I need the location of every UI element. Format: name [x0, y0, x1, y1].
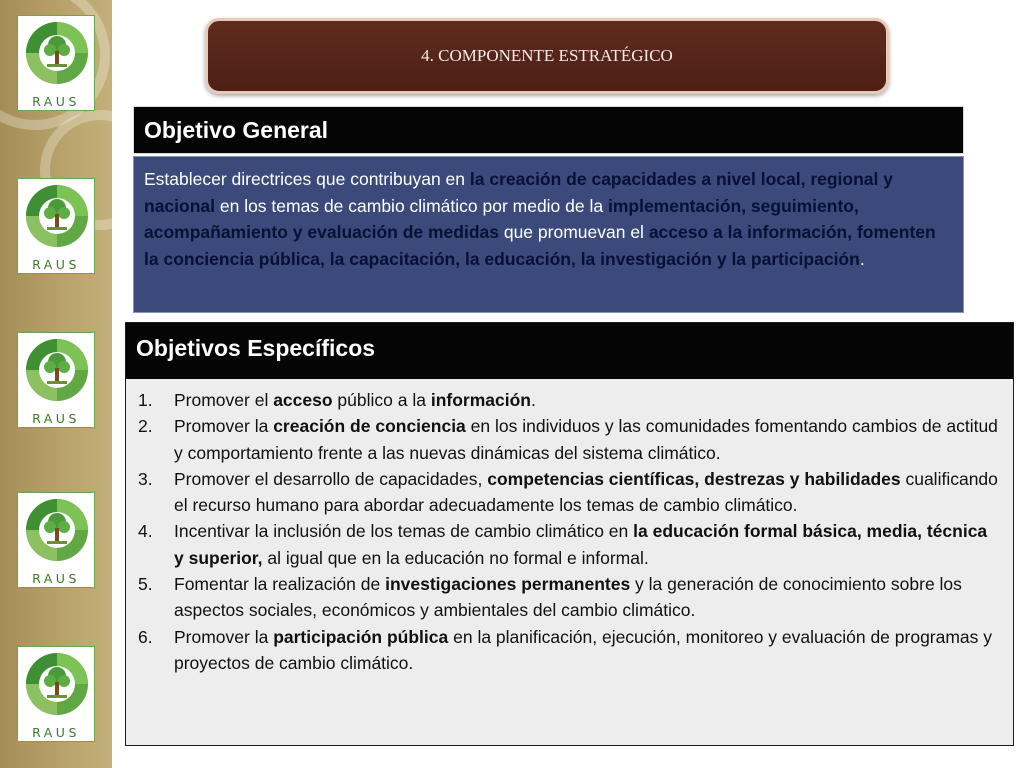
general-objective-heading: Objetivo General: [133, 106, 964, 154]
logo-text: RAUS: [32, 571, 80, 586]
list-item: [138, 387, 999, 413]
logo-text: RAUS: [32, 94, 80, 109]
list-number: 1.: [138, 390, 153, 410]
list-number: 4.: [138, 521, 153, 542]
tree-puzzle-logo-icon: [23, 182, 91, 254]
page-title: 4. COMPONENTE ESTRATÉGICO: [421, 46, 673, 65]
logo-text: RAUS: [32, 725, 80, 740]
text-part: al igual que en la educación no formal e informal.: [262, 547, 649, 568]
raus-logo: [17, 332, 95, 428]
list-item: [138, 413, 999, 466]
tree-puzzle-logo-icon: [23, 650, 91, 722]
specific-objectives-heading: Objetivos Específicos: [126, 323, 1013, 379]
tree-puzzle-logo-icon: [23, 336, 91, 408]
bold-part: acceso: [273, 390, 333, 410]
list-text: [174, 466, 999, 519]
text-part: en los individuos y las comunidades fomentando cambios de actitud y comportamiento frente a las nuevas dinámicas del sistema climático.: [174, 416, 998, 463]
general-highlight: acceso a la información, fomenten la conciencia pública, la capacitación, la educación, la investigación y la participación: [144, 222, 936, 269]
list-text: [174, 387, 999, 413]
raus-logo: [17, 15, 95, 111]
logo-text: RAUS: [32, 257, 80, 272]
list-item: [138, 518, 999, 571]
tree-puzzle-logo-icon: [23, 19, 91, 91]
text-part: Promover la: [174, 626, 274, 647]
general-highlight: la creación de capacidades a nivel local, regional y nacional: [144, 169, 893, 216]
list-number: 6.: [138, 626, 153, 647]
bold-part: investigaciones permanentes: [385, 574, 631, 595]
bold-part: información: [430, 390, 531, 410]
tree-puzzle-logo-icon: [23, 496, 91, 568]
text-part: Fomentar la realización de: [174, 574, 386, 595]
specific-objectives-box: [125, 322, 1014, 746]
list-text: [174, 518, 999, 571]
list-text: [174, 624, 999, 677]
logo-text: RAUS: [32, 411, 80, 426]
text-part: Incentivar la inclusión de los temas de cambio climático en: [174, 521, 634, 542]
bold-part: competencias científicas, destrezas y habilidades: [487, 468, 901, 489]
text-part: Promover el: [174, 390, 274, 410]
general-text-part: Establecer directrices que contribuyan en: [144, 169, 470, 189]
list-text: [174, 413, 999, 466]
list-number: 5.: [138, 574, 153, 595]
text-part: público a la: [332, 390, 431, 410]
raus-logo: [17, 646, 95, 742]
bold-part: participación pública: [273, 626, 449, 647]
text-part: Promover el desarrollo de capacidades,: [174, 468, 488, 489]
raus-logo: [17, 178, 95, 274]
text-part: .: [530, 390, 536, 410]
general-text-part: que promuevan el: [498, 222, 649, 242]
list-number: 2.: [138, 416, 153, 437]
list-text: [174, 571, 999, 624]
text-part: Promover la: [174, 416, 274, 437]
bold-part: creación de conciencia: [273, 416, 466, 437]
general-text-part: en los temas de cambio climático por medio de la: [215, 195, 608, 216]
list-number: 3.: [138, 468, 153, 489]
list-item: [138, 466, 999, 519]
list-item: [138, 571, 999, 624]
bold-part: la educación formal básica, media, técnica y superior,: [174, 521, 988, 568]
text-part: en la planificación, ejecución, monitoreo y evaluación de programas y proyectos de cambio climático.: [174, 626, 993, 673]
text-part: y la generación de conocimiento sobre los aspectos sociales, económicos y ambientales del cambio climático.: [174, 574, 962, 621]
specific-objectives-list: [126, 379, 1013, 676]
list-item: [138, 624, 999, 677]
general-objective-text: [133, 156, 964, 313]
side-band: [0, 0, 112, 768]
text-part: cualificando el recurso humano para abordar adecuadamente los temas de cambio climático.: [174, 468, 998, 516]
general-text-part: .: [859, 248, 865, 269]
title-banner: [205, 18, 889, 94]
general-highlight: implementación, seguimiento, acompañamiento y evaluación de medidas: [144, 195, 859, 242]
raus-logo: [17, 492, 95, 588]
